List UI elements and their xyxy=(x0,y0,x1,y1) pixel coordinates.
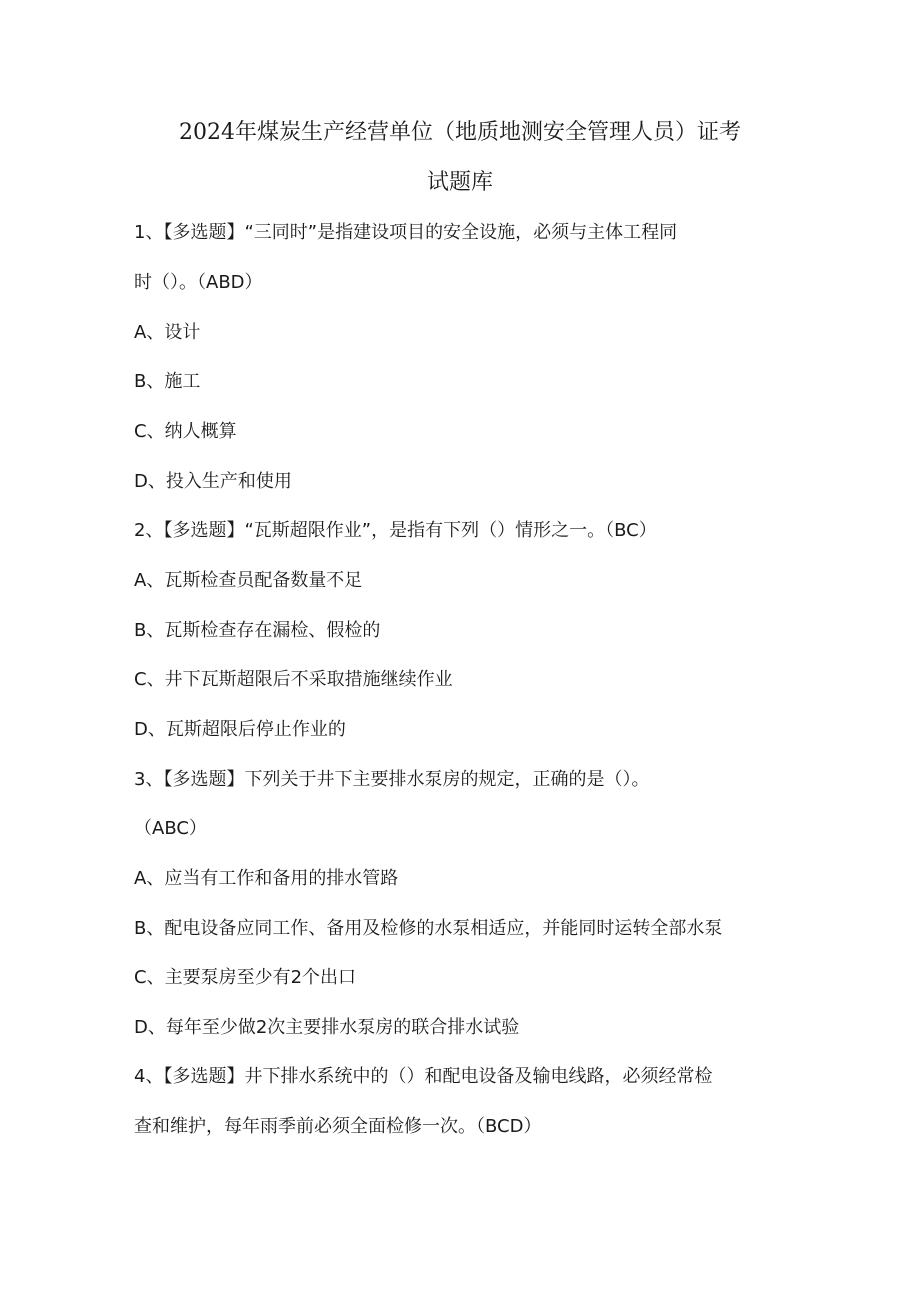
question-2-option-a: A、瓦斯检查员配备数量不足 xyxy=(134,570,363,591)
question-1-stem-line-1: 1、【多选题】“三同时”是指建设项目的安全设施，必须与主体工程同 xyxy=(134,222,678,243)
question-2-option-b: B、瓦斯检查存在漏检、假检的 xyxy=(134,620,381,641)
question-1-option-b: B、施工 xyxy=(134,371,201,392)
question-3-stem-line-1: 3、【多选题】下列关于井下主要排水泵房的规定，正确的是（）。 xyxy=(134,769,650,790)
question-1-option-a: A、设计 xyxy=(134,322,201,343)
question-3-option-c: C、主要泵房至少有2个出口 xyxy=(134,967,357,988)
document-title-line-2: 试题库 xyxy=(426,170,493,195)
question-1-stem-line-2: 时（）。（ABD） xyxy=(134,272,263,293)
question-3-option-d: D、每年至少做2次主要排水泵房的联合排水试验 xyxy=(134,1017,520,1038)
question-1-option-c: C、纳人概算 xyxy=(134,421,237,442)
question-1-option-d: D、投入生产和使用 xyxy=(134,471,292,492)
question-2-stem-line-1: 2、【多选题】“瓦斯超限作业”，是指有下列（）情形之一。（BC） xyxy=(134,520,657,541)
question-3-option-a: A、应当有工作和备用的排水管路 xyxy=(134,868,399,889)
question-4-stem-line-1: 4、【多选题】井下排水系统中的（）和配电设备及输电线路，必须经常检 xyxy=(134,1066,713,1087)
question-2-option-c: C、井下瓦斯超限后不采取措施继续作业 xyxy=(134,669,453,690)
question-3-stem-line-2: （ABC） xyxy=(134,818,207,839)
question-2-option-d: D、瓦斯超限后停止作业的 xyxy=(134,719,346,740)
question-3-option-b: B、配电设备应同工作、备用及检修的水泵相适应，并能同时运转全部水泵 xyxy=(134,918,723,939)
question-4-stem-line-2: 查和维护，每年雨季前必须全面检修一次。（BCD） xyxy=(134,1116,542,1137)
document-title-line-1: 2024年煤炭生产经营单位（地质地测安全管理人员）证考 xyxy=(179,120,741,145)
